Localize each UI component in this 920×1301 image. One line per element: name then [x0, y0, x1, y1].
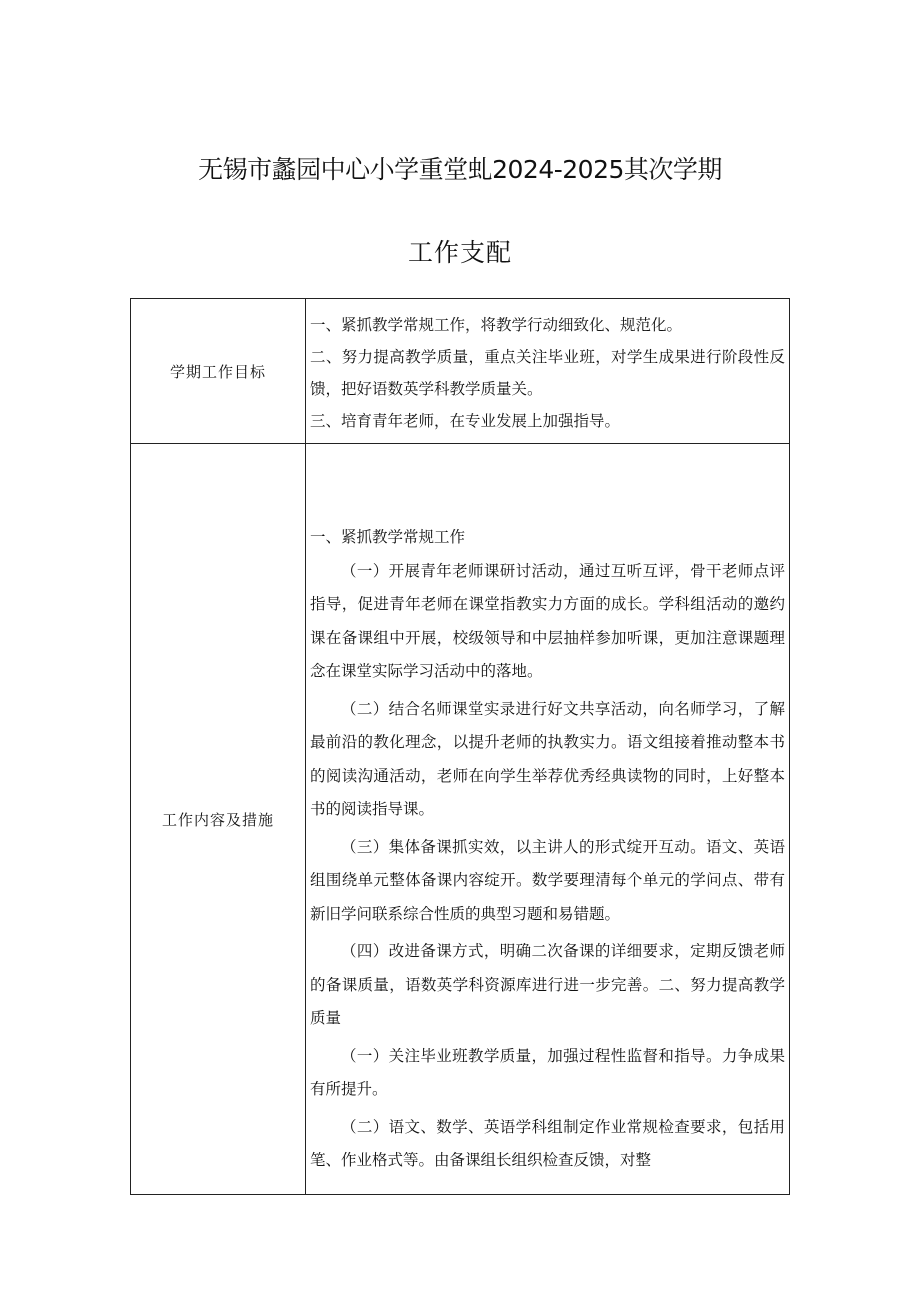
row-content-semester-goals	[306, 299, 790, 444]
table-row	[131, 444, 790, 1195]
measure-paragraph: （一）开展青年老师课研讨活动，通过互听互评，骨干老师点评指导，促进青年老师在课堂指教实力方面的成长。学科组活动的邀约课在备课组中开展，校级领导和中层抽样参加听课，更加注意课题理念在课堂实际学习活动中的落地。	[310, 561, 785, 680]
measure-paragraph: （二）结合名师课堂实录进行好文共享活动，向名师学习，了解最前沿的教化理念，以提升老师的执教实力。语文组接着推动整本书的阅读沟通活动，老师在向学生举荐优秀经典读物的同时，上好整本书的阅读指导课。	[310, 699, 785, 818]
table-row	[131, 299, 790, 444]
document-subtitle: 工作支配	[407, 238, 512, 267]
row-content-work-measures	[306, 444, 790, 1195]
row-label-work-measures: 工作内容及措施	[131, 444, 306, 1195]
goal-paragraph: 二、努力提高教学质量，重点关注毕业班，对学生成果进行阶段性反馈，把好语数英学科教学质量关。	[310, 348, 785, 398]
row-label-semester-goals: 学期工作目标	[131, 299, 306, 444]
measure-paragraph: （一）关注毕业班教学质量，加强过程性监督和指导。力争成果有所提升。	[310, 1046, 785, 1098]
plan-table	[130, 298, 790, 1195]
section-heading: 一、紧抓教学常规工作	[310, 528, 466, 546]
goal-paragraph: 三、培育青年老师，在专业发展上加强指导。	[310, 412, 621, 430]
measure-paragraph: （四）改进备课方式，明确二次备课的详细要求，定期反馈老师的备课质量，语数英学科资源库进行进一步完善。二、努力提高教学质量	[310, 942, 785, 1027]
measure-paragraph: （二）语文、数学、英语学科组制定作业常规检查要求，包括用笔、作业格式等。由备课组长组织检查反馈，对整	[310, 1117, 785, 1169]
measure-paragraph: （三）集体备课抓实效，以主讲人的形式绽开互动。语文、英语组围绕单元整体备课内容绽开。数学要理清每个单元的学问点、带有新旧学问联系综合性质的典型习题和易错题。	[310, 837, 785, 923]
document-title: 无锡市蠡园中心小学重堂虬2024-2025其次学期	[198, 155, 722, 184]
goal-paragraph: 一、紧抓教学常规工作，将教学行动细致化、规范化。	[310, 316, 683, 334]
